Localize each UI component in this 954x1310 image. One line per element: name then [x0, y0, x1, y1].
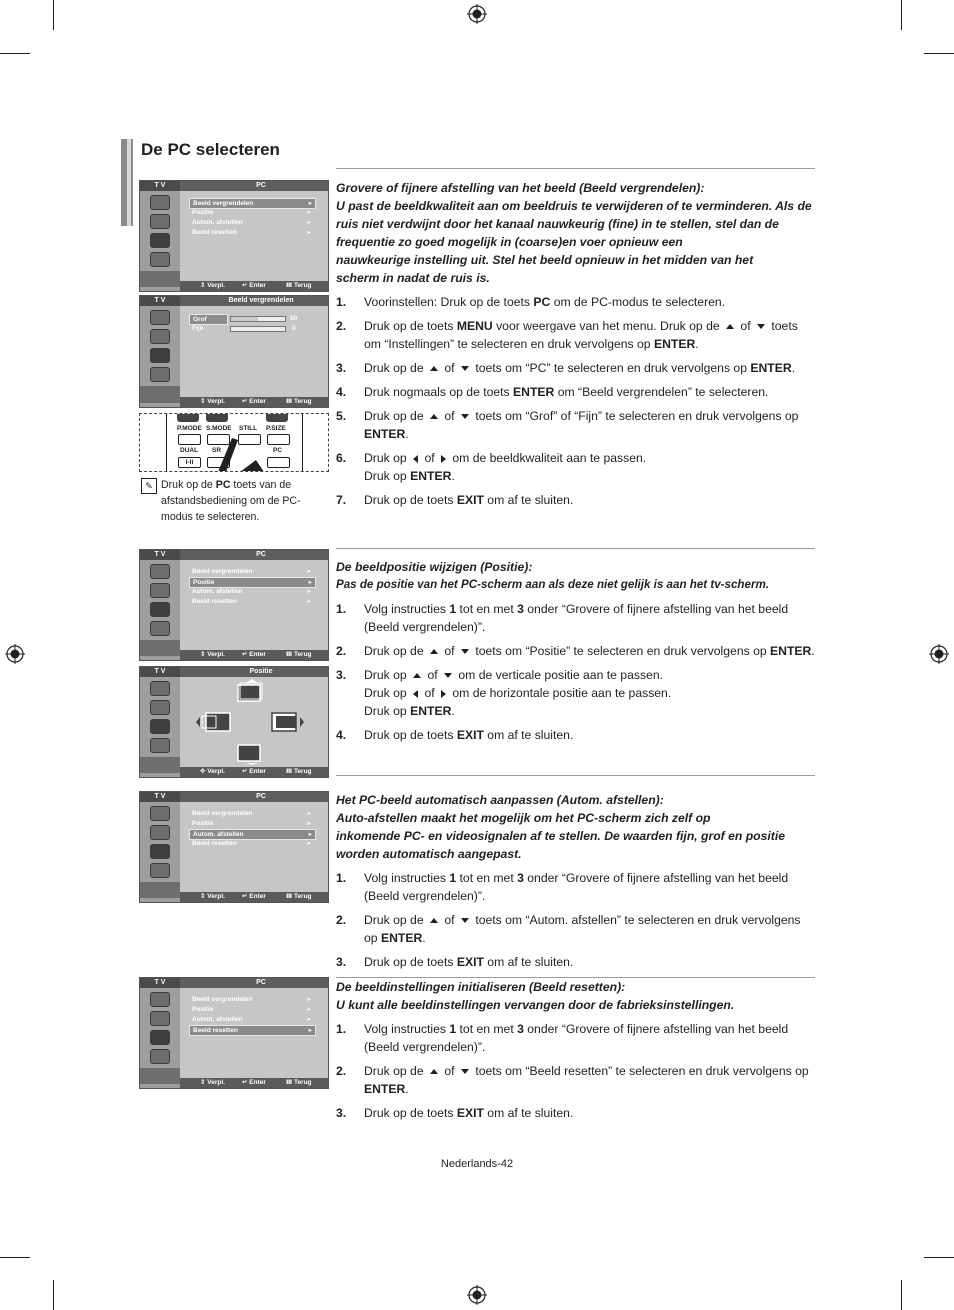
- dual-symbol: I-II: [185, 459, 194, 466]
- osd-header: PC: [256, 793, 266, 800]
- osd-foot-move: ⇕ Verpl.: [200, 651, 225, 658]
- registration-mark-icon: [467, 4, 487, 24]
- step-list: [336, 869, 816, 971]
- osd-item-label: Autom. afstellen: [192, 219, 243, 226]
- sound-icon: [150, 214, 170, 229]
- osd-foot-move: ✥ Verpl.: [200, 768, 225, 775]
- osd-item-label: Beeld vergrendelen: [192, 996, 253, 1003]
- sound-icon: [150, 583, 170, 598]
- down-arrow-icon: [461, 649, 469, 654]
- osd-foot-enter: ↵ Enter: [242, 1079, 266, 1086]
- section-autom-afstellen: [336, 791, 816, 977]
- osd-item-label: Positie: [192, 820, 214, 827]
- section-positie: [336, 558, 816, 750]
- input-icon: [140, 386, 180, 403]
- osd-foot-move: ⇕ Verpl.: [200, 893, 225, 900]
- osd-beeld-vergrendelen: [139, 295, 329, 408]
- section-heading: De beeldinstellingen initialiseren (Beeld resetten): U kunt alle beeldinstellingen vervangen door de fabrieksinstellingen.: [336, 980, 735, 1012]
- osd-tv-label: T V: [140, 296, 180, 306]
- slider-fill: [231, 317, 258, 321]
- remote-top-button: [177, 414, 199, 422]
- osd-item-beeld-vergrendelen[interactable]: [189, 995, 314, 1004]
- sound-icon: [150, 825, 170, 840]
- title-bar-accent: [127, 139, 131, 226]
- step: 1. Volg instructies 1 tot en met 3 onder “Grovere of fijnere afstelling van het beeld (Beeld vergrendelen)”.: [336, 871, 789, 903]
- osd-tv-label: T V: [140, 792, 180, 802]
- step: 4. Druk op de toets EXIT om af te sluiten.: [336, 728, 574, 742]
- divider: [336, 168, 815, 169]
- osd-pc-menu-autom: [139, 791, 329, 903]
- osd-item-autom-afstellen[interactable]: [189, 218, 314, 227]
- crop-mark: [901, 0, 902, 30]
- osd-foot-back: Ⅲ Terug: [286, 282, 312, 289]
- down-arrow-icon: [461, 918, 469, 923]
- step-list: [336, 293, 816, 509]
- section-heading: Het PC-beeld automatisch aanpassen (Autom. afstellen): Auto-afstellen maakt het mogelijk om het PC-scherm zich zelf op inkomende PC- en videosignalen af te stellen. De waarden fijn, grof en positie worden automatisch aangepast.: [336, 793, 785, 861]
- osd-footer: [180, 281, 328, 291]
- osd-foot-enter: ↵ Enter: [242, 651, 266, 658]
- down-arrow-icon: [461, 414, 469, 419]
- crop-mark: [0, 53, 30, 54]
- down-arrow-icon: [461, 1069, 469, 1074]
- osd-item-beeld-vergrendelen[interactable]: [189, 809, 314, 818]
- step-list: [336, 1020, 816, 1122]
- osd-foot-back: Ⅲ Terug: [286, 768, 312, 775]
- picture-icon: [150, 195, 170, 210]
- left-arrow-icon: [413, 455, 418, 463]
- step: 2. Druk op de of toets om “Autom. afstellen” te selecteren en druk vervolgens op ENTER.: [336, 913, 801, 945]
- osd-item-autom-afstellen[interactable]: [189, 1015, 314, 1024]
- osd-item-label: Positie: [192, 1006, 214, 1013]
- osd-pc-menu-resetten: [139, 977, 329, 1089]
- pc-label: PC: [273, 447, 283, 454]
- sound-icon: [150, 1011, 170, 1026]
- chevron-right-icon: ▸: [307, 568, 311, 575]
- left-arrow-icon: [413, 690, 418, 698]
- s-mode-label: S.MODE: [206, 425, 232, 432]
- channel-icon: [150, 602, 170, 617]
- step: 1. Volg instructies 1 tot en met 3 onder “Grovere of fijnere afstelling van het beeld (Beeld vergrendelen)”.: [336, 602, 789, 634]
- osd-item-label: Beeld resetten: [192, 840, 237, 847]
- crop-mark: [924, 53, 954, 54]
- osd-foot-enter: ↵ Enter: [242, 398, 266, 405]
- remote-note: [141, 477, 327, 525]
- picture-icon: [150, 564, 170, 579]
- note-text: Druk op de PC toets van de afstandsbediening om de PC-modus te selecteren.: [161, 479, 301, 523]
- step: 3. Druk op of om de verticale positie aan te passen. Druk op of om de horizontale positie aan te passen. Druk op ENTER.: [336, 668, 672, 718]
- picture-icon: [150, 806, 170, 821]
- osd-footer: [180, 767, 328, 777]
- pointing-hand-icon: [216, 430, 276, 472]
- osd-item-label: Autom. afstellen: [192, 1016, 243, 1023]
- chevron-right-icon: ▸: [307, 229, 311, 236]
- picture-icon: [150, 681, 170, 696]
- chevron-right-icon: ▸: [307, 209, 311, 216]
- p-mode-button[interactable]: [178, 434, 201, 445]
- osd-tv-label: T V: [140, 181, 180, 191]
- registration-mark-icon: [467, 1285, 487, 1305]
- osd-footer: [180, 1078, 328, 1088]
- right-arrow-icon: [441, 690, 446, 698]
- osd-item-label: Beeld resetten: [192, 229, 237, 236]
- down-arrow-icon: [757, 324, 765, 329]
- remote-body: [302, 414, 303, 471]
- osd-foot-back: Ⅲ Terug: [286, 893, 312, 900]
- osd-item-autom-afstellen[interactable]: [189, 587, 314, 596]
- chevron-right-icon: ▸: [308, 1027, 312, 1034]
- up-arrow-icon: [430, 918, 438, 923]
- divider: [336, 775, 815, 776]
- osd-pc-menu: [139, 180, 329, 292]
- osd-item-label: Fijn: [192, 325, 204, 332]
- up-arrow-icon: [430, 366, 438, 371]
- channel-icon: [150, 844, 170, 859]
- input-icon: [140, 271, 180, 287]
- osd-header: Positie: [249, 668, 273, 675]
- osd-foot-enter: ↵ Enter: [242, 893, 266, 900]
- osd-item-label: Beeld vergrendelen: [193, 200, 254, 207]
- picture-icon: [150, 310, 170, 325]
- osd-item-label: Autom. afstellen: [193, 831, 244, 838]
- osd-footer: [180, 650, 328, 660]
- sound-icon: [150, 329, 170, 344]
- osd-footer: [180, 892, 328, 902]
- chevron-right-icon: ▸: [307, 820, 311, 827]
- chevron-right-icon: ▸: [307, 1016, 311, 1023]
- step: 2. Druk op de of toets om “Positie” te selecteren en druk vervolgens op ENTER.: [336, 644, 815, 658]
- section-heading: De beeldpositie wijzigen (Positie): Pas de positie van het PC-scherm aan als deze niet gelijk is aan het tv-scherm.: [336, 560, 769, 591]
- page-title: De PC selecteren: [141, 140, 280, 159]
- setup-icon: [150, 252, 170, 267]
- chevron-right-icon: ▸: [307, 598, 311, 605]
- osd-item-label: Beeld vergrendelen: [192, 810, 253, 817]
- channel-icon: [150, 1030, 170, 1045]
- step: 4. Druk nogmaals op de toets ENTER om “Beeld vergrendelen” te selecteren.: [336, 385, 769, 399]
- grof-slider[interactable]: [230, 316, 286, 322]
- osd-item-label: Positie: [192, 209, 214, 216]
- input-icon: [140, 757, 180, 773]
- osd-item-positie[interactable]: [189, 1005, 314, 1014]
- channel-icon: [150, 719, 170, 734]
- chevron-right-icon: ▸: [307, 840, 311, 847]
- picture-icon: [150, 992, 170, 1007]
- down-arrow-icon: [444, 673, 452, 678]
- chevron-right-icon: ▸: [307, 588, 311, 595]
- dual-label: DUAL: [180, 447, 199, 454]
- osd-foot-move: ⇕ Verpl.: [200, 398, 225, 405]
- step-list: [336, 600, 816, 744]
- osd-tv-label: T V: [140, 978, 180, 988]
- slider-value: 0: [292, 325, 296, 332]
- crop-mark: [53, 0, 54, 30]
- crop-mark: [53, 1280, 54, 1310]
- chevron-right-icon: ▸: [308, 831, 312, 838]
- step: 6. Druk op of om de beeldkwaliteit aan te passen. Druk op ENTER.: [336, 451, 647, 483]
- registration-mark-icon: [929, 644, 949, 664]
- osd-positie: [139, 666, 329, 778]
- osd-item-positie[interactable]: [189, 208, 314, 217]
- right-arrow-icon: [441, 455, 446, 463]
- step: 3. Druk op de toets EXIT om af te sluiten.: [336, 1106, 574, 1120]
- up-arrow-icon: [430, 649, 438, 654]
- remote-body: [166, 414, 167, 471]
- osd-tv-label: T V: [140, 550, 180, 560]
- up-arrow-icon: [430, 1069, 438, 1074]
- remote-control-illustration: [139, 413, 329, 472]
- osd-item-label: Grof: [193, 316, 207, 323]
- step: 1. Volg instructies 1 tot en met 3 onder “Grovere of fijnere afstelling van het beeld (Beeld vergrendelen)”.: [336, 1022, 789, 1054]
- step: 2. Druk op de of toets om “Beeld resetten” te selecteren en druk vervolgens op ENTER.: [336, 1064, 809, 1096]
- osd-header: Beeld vergrendelen: [228, 297, 294, 304]
- crop-mark: [901, 1280, 902, 1310]
- sr-label: SR: [212, 447, 222, 454]
- channel-icon: [150, 233, 170, 248]
- osd-foot-enter: ↵ Enter: [242, 282, 266, 289]
- input-icon: [140, 640, 180, 656]
- channel-icon: [150, 348, 170, 363]
- osd-item-label: Beeld resetten: [193, 1027, 238, 1034]
- osd-item-label: Beeld vergrendelen: [192, 568, 253, 575]
- osd-item-fijn[interactable]: [189, 324, 226, 333]
- sound-icon: [150, 700, 170, 715]
- osd-item-beeld-vergrendelen[interactable]: [189, 567, 314, 576]
- step: 3. Druk op de of toets om “PC” te selecteren en druk vervolgens op ENTER.: [336, 361, 796, 375]
- osd-item-beeld-resetten[interactable]: [189, 228, 314, 237]
- slider-value: 50: [290, 315, 298, 322]
- crop-mark: [924, 1257, 954, 1258]
- registration-mark-icon: [5, 644, 25, 664]
- up-arrow-icon: [413, 673, 421, 678]
- osd-foot-move: ⇕ Verpl.: [200, 282, 225, 289]
- down-arrow-icon: [461, 366, 469, 371]
- step: 7. Druk op de toets EXIT om af te sluiten.: [336, 493, 574, 507]
- osd-header: PC: [256, 551, 266, 558]
- crop-mark: [0, 1257, 30, 1258]
- osd-item-beeld-resetten[interactable]: [189, 597, 314, 606]
- still-label: STILL: [239, 425, 258, 432]
- remote-top-button: [266, 414, 288, 422]
- page-footer: Nederlands-42: [440, 1158, 514, 1170]
- osd-pc-menu-positie: [139, 549, 329, 661]
- osd-item-label: Beeld resetten: [192, 598, 237, 605]
- step: 1. Voorinstellen: Druk op de toets PC om de PC-modus te selecteren.: [336, 295, 726, 309]
- note-icon: ✎: [141, 478, 157, 494]
- osd-item-beeld-resetten[interactable]: [189, 839, 314, 848]
- section-heading: Grovere of fijnere afstelling van het beeld (Beeld vergrendelen): U past de beeldkwaliteit aan om beeldruis te verwijderen of te verminderen. Als de ruis niet verdwijnt door het kanaal nauwkeurig (fine) in te stellen, stel dan de frequentie zo goed mogelijk in (coarse)en voer opnieuw een nauwkeurige instelling uit. Stel het beeld opnieuw in het midden van het scherm in nadat de ruis is.: [336, 181, 812, 285]
- p-mode-label: P.MODE: [177, 425, 202, 432]
- osd-item-label: Positie: [193, 579, 215, 586]
- step: 5. Druk op de of toets om “Grof” of “Fijn” te selecteren en druk vervolgens op ENTER.: [336, 409, 799, 441]
- osd-foot-back: Ⅲ Terug: [286, 651, 312, 658]
- p-size-label: P.SIZE: [266, 425, 286, 432]
- dual-button[interactable]: [178, 457, 201, 468]
- step: 2. Druk op de toets MENU voor weergave van het menu. Druk op de of toets om “Instellingen” te selecteren en druk vervolgens op ENTER.: [336, 319, 798, 351]
- section-beeld-vergrendelen: [336, 179, 816, 515]
- setup-icon: [150, 863, 170, 878]
- chevron-right-icon: ▸: [307, 219, 311, 226]
- osd-foot-move: ⇕ Verpl.: [200, 1079, 225, 1086]
- divider: [336, 548, 815, 549]
- input-icon: [140, 882, 180, 898]
- chevron-right-icon: ▸: [307, 996, 311, 1003]
- osd-foot-enter: ↵ Enter: [242, 768, 266, 775]
- osd-item-beeld-resetten[interactable]: [189, 1025, 316, 1036]
- chevron-right-icon: ▸: [307, 810, 311, 817]
- osd-item-label: Autom. afstellen: [192, 588, 243, 595]
- up-arrow-icon: [726, 324, 734, 329]
- step: 3. Druk op de toets EXIT om af te sluiten.: [336, 955, 574, 969]
- osd-header: PC: [256, 182, 266, 189]
- fijn-slider[interactable]: [230, 326, 286, 332]
- osd-foot-back: Ⅲ Terug: [286, 398, 312, 405]
- setup-icon: [150, 367, 170, 382]
- setup-icon: [150, 738, 170, 753]
- input-icon: [140, 1068, 180, 1084]
- position-arrows-icon: [196, 679, 306, 765]
- remote-top-button: [206, 414, 228, 422]
- chevron-right-icon: ▸: [308, 200, 312, 207]
- chevron-right-icon: ▸: [308, 579, 312, 586]
- osd-header: PC: [256, 979, 266, 986]
- setup-icon: [150, 621, 170, 636]
- section-beeld-resetten: [336, 978, 816, 1128]
- osd-item-positie[interactable]: [189, 819, 314, 828]
- up-arrow-icon: [430, 414, 438, 419]
- setup-icon: [150, 1049, 170, 1064]
- chevron-right-icon: ▸: [307, 1006, 311, 1013]
- osd-tv-label: T V: [140, 667, 180, 677]
- osd-foot-back: Ⅲ Terug: [286, 1079, 312, 1086]
- osd-footer: [180, 397, 328, 407]
